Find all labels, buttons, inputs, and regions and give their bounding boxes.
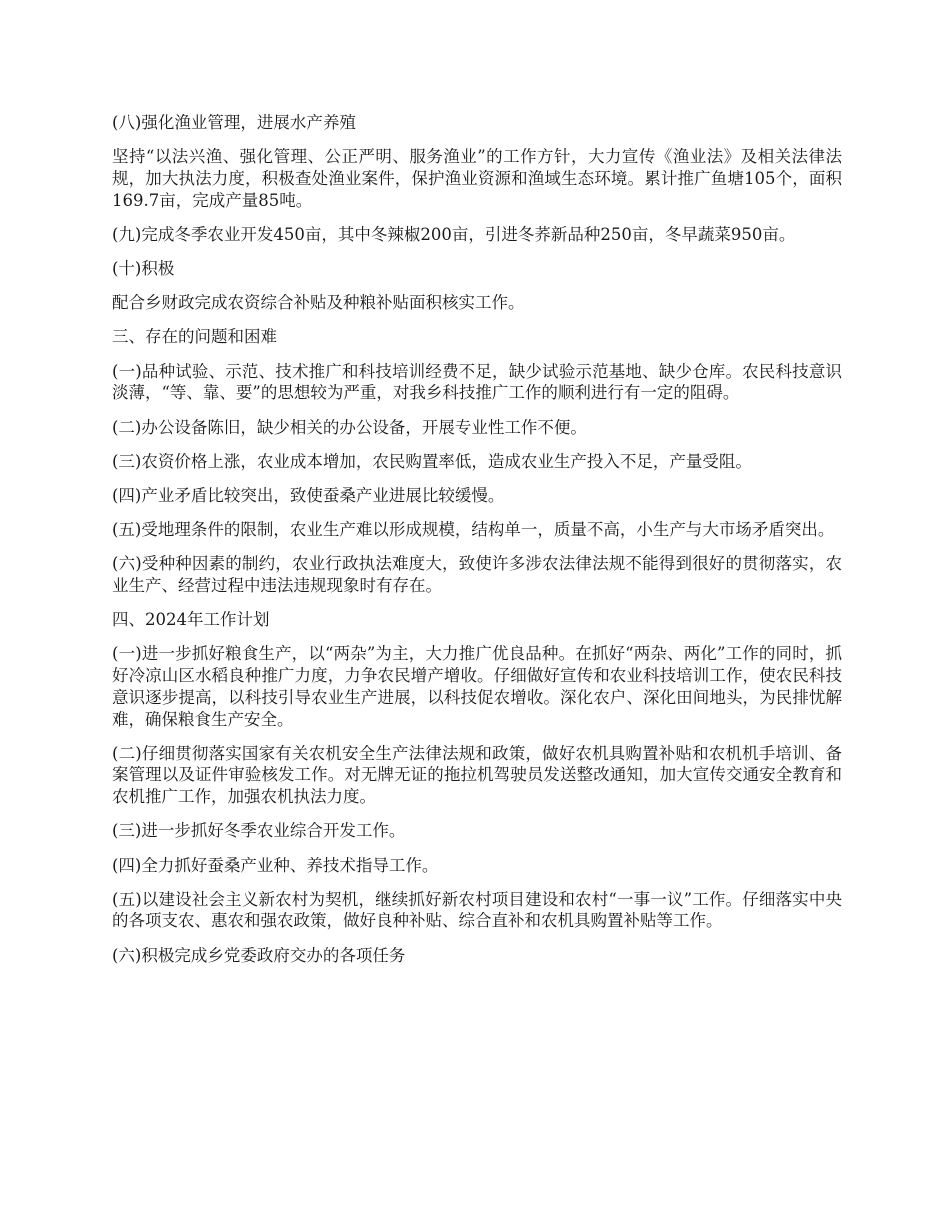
- section-heading: 三、存在的问题和困难: [112, 327, 277, 347]
- paragraph: (二)仔细贯彻落实国家有关农机安全生产法律法规和政策，做好农机具购置补贴和农机机手培训、备案管理以及证件审验核发工作。对无牌无证的拖拉机驾驶员发送整改通知，加大宣传交通安全教育和农机推广工作，加强农机执法力度。: [112, 743, 842, 807]
- paragraph: (五)以建设社会主义新农村为契机，继续抓好新农村项目建设和农村“一事一议”工作。仔细落实中央的各项支农、惠农和强农政策，做好良种补贴、综合直补和农机具购置补贴等工作。: [112, 889, 842, 931]
- paragraph: (五)受地理条件的限制，农业生产难以形成规模，结构单一，质量不高，小生产与大市场矛盾突出。: [112, 520, 835, 540]
- paragraph: (十)积极: [112, 259, 175, 279]
- paragraph: (一)品种试验、示范、技术推广和科技培训经费不足，缺少试验示范基地、缺少仓库。农民科技意识淡薄，“等、靠、要”的思想较为严重，对我乡科技推广工作的顺利进行有一定的阻碍。: [112, 361, 842, 403]
- section-heading: 四、2024年工作计划: [112, 610, 270, 630]
- document-body: [112, 112, 842, 979]
- paragraph: 坚持“以法兴渔、强化管理、公正严明、服务渔业”的工作方针，大力宣传《渔业法》及相关法律法规，加大执法力度，积极查处渔业案件，保护渔业资源和渔域生态环境。累计推广鱼塘105个，面积169.7亩，完成产量85吨。: [112, 147, 842, 210]
- paragraph: (三)进一步抓好冬季农业综合开发工作。: [112, 821, 406, 841]
- paragraph: (九)完成冬季农业开发450亩，其中冬辣椒200亩，引进冬荞新品种250亩，冬早蔬菜950亩。: [112, 224, 796, 244]
- paragraph: (三)农资价格上涨，农业成本增加，农民购置率低，造成农业生产投入不足，产量受阻。: [112, 451, 752, 471]
- paragraph: 配合乡财政完成农资综合补贴及种粮补贴面积核实工作。: [112, 293, 525, 313]
- paragraph: (四)全力抓好蚕桑产业种、养技术指导工作。: [112, 855, 439, 875]
- paragraph: (六)积极完成乡党委政府交办的各项任务: [112, 945, 406, 965]
- paragraph: (六)受种种因素的制约，农业行政执法难度大，致使许多涉农法律法规不能得到很好的贯彻落实，农业生产、经营过程中违法违规现象时有存在。: [112, 554, 842, 596]
- paragraph: (一)进一步抓好粮食生产，以“两杂”为主，大力推广优良品种。在抓好“两杂、两化”工作的同时，抓好冷凉山区水稻良种推广力度，力争农民增产增收。仔细做好宣传和农业科技培训工作，使农民科技意识逐步提高，以科技引导农业生产进展，以科技促农增收。深化农户、深化田间地头，为民排忧解难，确保粮食生产安全。: [112, 644, 842, 729]
- paragraph: (四)产业矛盾比较突出，致使蚕桑产业进展比较缓慢。: [112, 485, 505, 505]
- paragraph: (二)办公设备陈旧，缺少相关的办公设备，开展专业性工作不便。: [112, 417, 587, 437]
- paragraph: (八)强化渔业管理，进展水产养殖: [112, 113, 356, 132]
